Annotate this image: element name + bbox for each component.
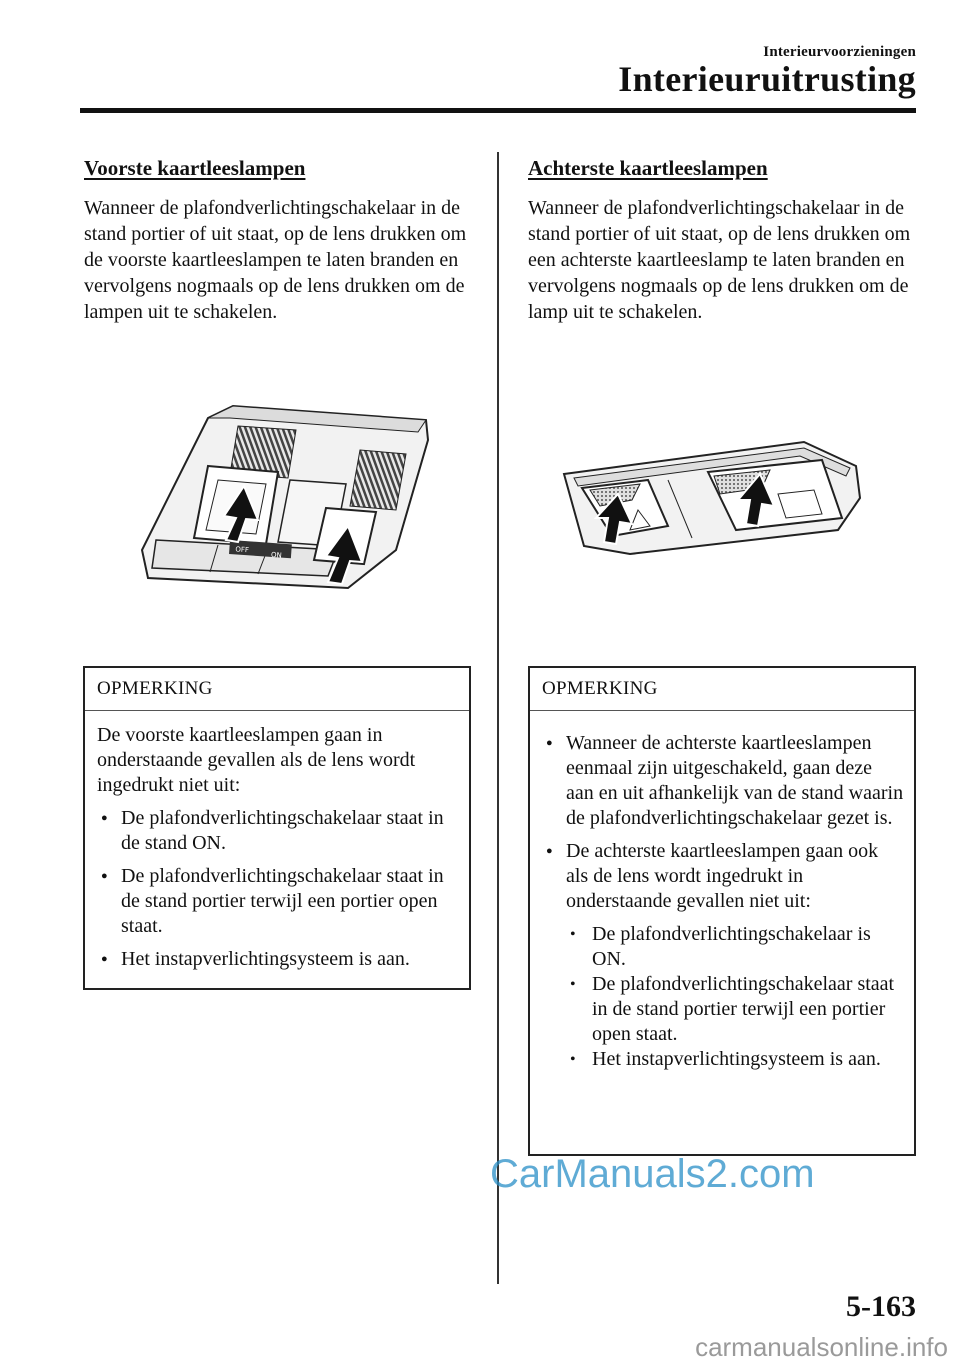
watermark-logo: CarManuals2.com	[490, 1152, 815, 1196]
front-lamps-heading: Voorste kaartleeslampen	[84, 156, 306, 180]
page-number: 5-163	[846, 1290, 916, 1323]
left-note-bullet: ● Het instapverlichtingsysteem is aan.	[97, 947, 459, 972]
left-column	[84, 156, 468, 325]
right-note-bullet: ● Wanneer de achterste kaartleeslampen eenmaal zijn uitgeschakeld, gaan deze aan en uit afhankelijk van de stand waarin de plafondverlichtingschakelaar gezet is.	[542, 731, 904, 831]
left-note-title: OPMERKING	[85, 668, 469, 711]
right-note-sub-bullet: • De plafondverlichtingschakelaar staat in de stand portier terwijl een portier open staat.	[542, 972, 904, 1047]
rear-lamps-paragraph: Wanneer de plafondverlichtingschakelaar in de stand portier of uit staat, op de lens drukken om een achterste kaartleeslamp te laten branden en vervolgens nogmaals op de lens drukken om de lamp uit te schakelen.	[528, 197, 911, 323]
page-title: Interieuruitrusting	[618, 59, 916, 99]
header-rule	[80, 108, 916, 113]
right-note-sub-bullet: • De plafondverlichtingschakelaar is ON.	[542, 922, 904, 972]
front-lamps-paragraph: Wanneer de plafondverlichtingschakelaar in de stand portier of uit staat, op de lens drukken om de voorste kaartleeslampen te laten branden en vervolgens nogmaals op de lens drukken om de lampen uit te schakelen.	[84, 197, 467, 323]
right-note-sub-bullet: • Het instapverlichtingsysteem is aan.	[542, 1047, 904, 1072]
rear-map-lamps-figure	[560, 438, 880, 568]
rear-lamps-heading: Achterste kaartleeslampen	[528, 156, 768, 180]
right-note-box	[528, 666, 916, 1156]
switch-off-label: OFF	[235, 545, 250, 555]
left-note-bullet: ● De plafondverlichtingschakelaar staat in de stand ON.	[97, 806, 459, 856]
section-label: Interieurvoorzieningen	[763, 44, 916, 60]
right-note-title: OPMERKING	[530, 668, 914, 711]
column-divider	[497, 152, 499, 1284]
left-note-intro: De voorste kaartleeslampen gaan in onderstaande gevallen als de lens wordt ingedrukt niet uit:	[97, 724, 416, 796]
left-note-bullet: ● De plafondverlichtingschakelaar staat in de stand portier terwijl een portier open staat.	[97, 864, 459, 939]
front-map-lamps-figure	[138, 400, 438, 610]
footer-watermark: carmanualsonline.info	[695, 1332, 948, 1362]
switch-on-label: ON	[270, 550, 283, 560]
left-note-box	[83, 666, 471, 990]
right-note-bullet: ● De achterste kaartleeslampen gaan ook als de lens wordt ingedrukt in onderstaande gevallen niet uit:	[542, 839, 904, 914]
right-column	[528, 156, 912, 325]
